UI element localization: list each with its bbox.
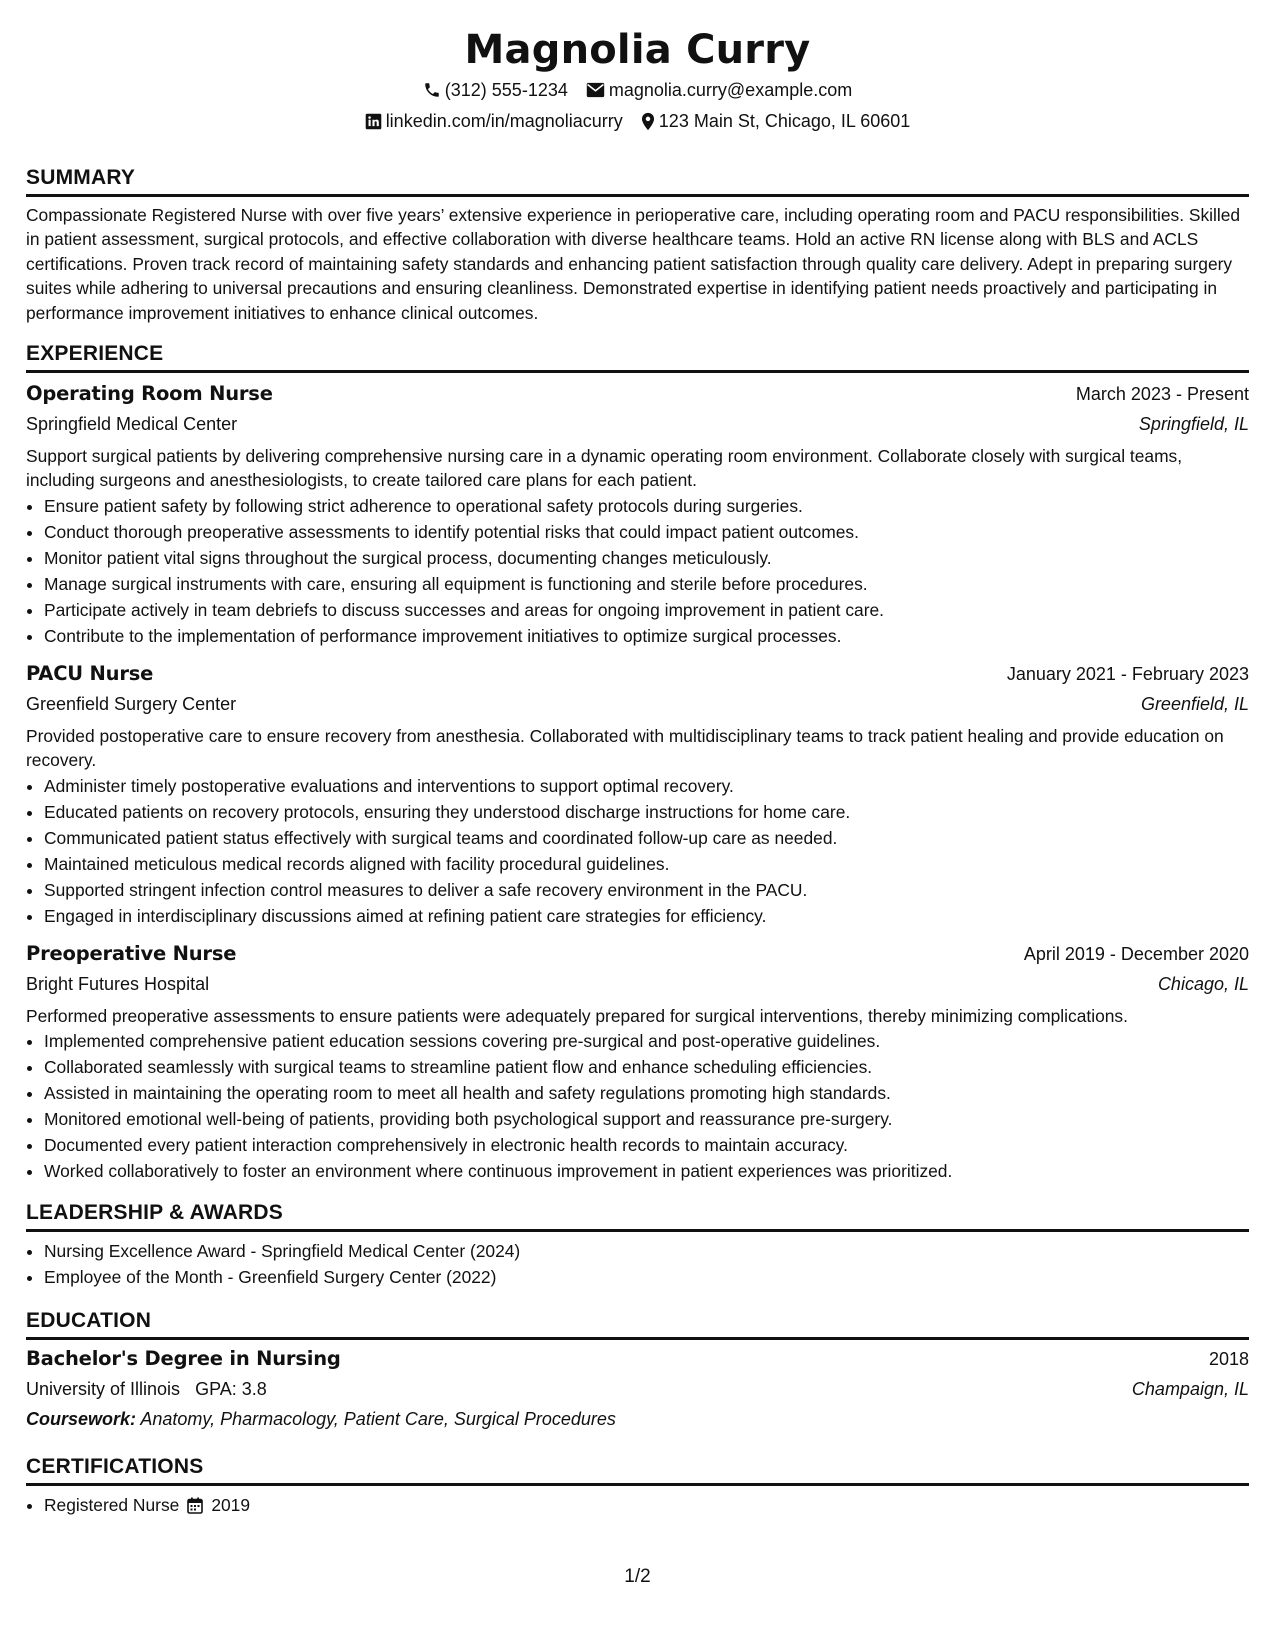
address-contact — [641, 111, 911, 131]
linkedin-icon — [365, 113, 382, 130]
linkedin-text[interactable]: linkedin.com/in/magnoliacurry — [385, 111, 623, 131]
list-item: • Collaborated seamlessly with surgical teams to streamline patient flow and enhance scheduling efficiencies. — [44, 1054, 1249, 1080]
list-item: • Conduct thorough preoperative assessments to identify potential risks that could impact patient outcomes. — [44, 519, 1249, 545]
summary-text: Compassionate Registered Nurse with over five years’ extensive experience in perioperative care, including operating room and PACU responsibilities. Skilled in patient assessment, surgical protocols, and effective collaboration with diverse healthcare teams. Hold an active RN license along with BLS and ACLS certifications. Proven track record of maintaining safety standards and enhancing patient satisfaction through quality care delivery. Adept in preparing surgery suites while adhering to universal precautions and ensuring cleanliness. Demonstrated expertise in identifying patient needs proactively and participating in performance improvement initiatives to enhance clinical outcomes. — [26, 205, 1241, 323]
envelope-icon — [586, 82, 605, 98]
leadership-heading: LEADERSHIP & AWARDS — [26, 1200, 1249, 1232]
school-name: University of Illinois — [26, 1379, 181, 1400]
job-description: Performed preoperative assessments to ensure patients were adequately prepared for surgical interventions, thereby minimizing complications. — [26, 1005, 1128, 1026]
page-number: 1/2 — [624, 1566, 651, 1587]
phone-text: (312) 555-1234 — [444, 80, 568, 100]
list-item: • Communicated patient status effectively with surgical teams and coordinated follow-up care as needed. — [44, 825, 1249, 851]
list-item: • Monitored emotional well-being of patients, providing both psychological support and reassurance pre-surgery. — [44, 1106, 1249, 1132]
job-company-row — [26, 409, 1249, 439]
calendar-icon — [187, 1497, 203, 1514]
job-location: Greenfield, IL — [1140, 693, 1249, 714]
list-item: • Worked collaboratively to foster an environment where continuous improvement in patient experiences was prioritized. — [44, 1158, 1249, 1184]
list-item: • Manage surgical instruments with care, ensuring all equipment is functioning and sterile before procedures. — [44, 571, 1249, 597]
job-company: Greenfield Surgery Center — [26, 693, 237, 714]
list-item: • Implemented comprehensive patient education sessions covering pre-surgical and post-operative guidelines. — [44, 1028, 1249, 1054]
degree-title: Bachelor's Degree in Nursing — [26, 1347, 341, 1371]
list-item: • Supported stringent infection control measures to deliver a safe recovery environment in the PACU. — [44, 877, 1249, 903]
job-entry — [26, 659, 1249, 929]
job-entry — [26, 939, 1249, 1184]
job-bullets — [26, 773, 1249, 929]
job-title: PACU Nurse — [26, 661, 154, 685]
phone-contact — [423, 80, 568, 100]
summary-heading: SUMMARY — [26, 165, 1249, 197]
school-line — [26, 1374, 267, 1404]
list-item: • Monitor patient vital signs throughout the surgical process, documenting changes meticulously. — [44, 545, 1249, 571]
job-company: Springfield Medical Center — [26, 414, 238, 435]
email-contact[interactable] — [586, 80, 852, 100]
list-item: • Employee of the Month - Greenfield Surgery Center (2022) — [44, 1264, 1249, 1290]
list-item: • Assisted in maintaining the operating room to meet all health and safety regulations promoting high standards. — [44, 1080, 1249, 1106]
cert-row — [44, 1492, 250, 1518]
education-header-row — [26, 1344, 1249, 1374]
coursework-label: Coursework: — [26, 1409, 137, 1430]
linkedin-contact[interactable] — [365, 111, 623, 131]
cert-name: • Registered Nurse — [44, 1495, 180, 1516]
job-bullets — [26, 493, 1249, 649]
job-company: Bright Futures Hospital — [26, 973, 210, 994]
education-heading: EDUCATION — [26, 1308, 1249, 1340]
contact-line-2 — [26, 111, 1249, 131]
job-description: Provided postoperative care to ensure recovery from anesthesia. Collaborated with multidisciplinary teams to track patient healing and provide education on recovery. — [26, 725, 1224, 771]
candidate-name: Magnolia Curry — [464, 27, 811, 73]
list-item: • Contribute to the implementation of performance improvement initiatives to optimize surgical processes. — [44, 623, 1249, 649]
job-header-row — [26, 939, 1249, 969]
job-location: Chicago, IL — [1157, 973, 1249, 994]
education-school-row — [26, 1374, 1249, 1404]
list-item: • Educated patients on recovery protocols, ensuring they understood discharge instructions for home care. — [44, 799, 1249, 825]
job-dates: April 2019 - December 2020 — [1023, 943, 1249, 964]
gpa: GPA: 3.8 — [195, 1379, 267, 1400]
coursework-line — [26, 1404, 1249, 1434]
job-title: Operating Room Nurse — [26, 382, 273, 406]
coursework-text: Anatomy, Pharmacology, Patient Care, Surgical Procedures — [140, 1409, 616, 1430]
job-entry — [26, 379, 1249, 649]
resume-page — [26, 0, 1249, 1518]
phone-icon — [423, 81, 441, 99]
certifications-list — [26, 1492, 1249, 1518]
list-item: • Maintained meticulous medical records aligned with facility procedural guidelines. — [44, 851, 1249, 877]
job-title: Preoperative Nurse — [26, 941, 237, 965]
list-item: • Participate actively in team debriefs to discuss successes and areas for ongoing improvement in patient care. — [44, 597, 1249, 623]
job-header-row — [26, 659, 1249, 689]
education-year: 2018 — [1208, 1349, 1249, 1370]
list-item — [44, 1492, 1249, 1518]
job-dates: March 2023 - Present — [1075, 384, 1249, 405]
experience-heading: EXPERIENCE — [26, 341, 1249, 373]
education-location: Champaign, IL — [1131, 1379, 1249, 1400]
list-item: • Documented every patient interaction comprehensively in electronic health records to maintain accuracy. — [44, 1132, 1249, 1158]
cert-year: 2019 — [211, 1495, 251, 1516]
job-header-row — [26, 379, 1249, 409]
list-item: • Ensure patient safety by following strict adherence to operational safety protocols during surgeries. — [44, 493, 1249, 519]
email-text[interactable]: magnolia.curry@example.com — [608, 80, 853, 100]
job-bullets — [26, 1028, 1249, 1184]
job-location: Springfield, IL — [1138, 414, 1249, 435]
job-dates: January 2021 - February 2023 — [1006, 663, 1249, 684]
contact-line-1 — [26, 80, 1249, 100]
leadership-list — [26, 1238, 1249, 1290]
address-text: 123 Main St, Chicago, IL 60601 — [658, 111, 911, 131]
certifications-heading: CERTIFICATIONS — [26, 1454, 1249, 1486]
list-item: • Engaged in interdisciplinary discussions aimed at refining patient care strategies for efficiency. — [44, 903, 1249, 929]
list-item: • Administer timely postoperative evaluations and interventions to support optimal recovery. — [44, 773, 1249, 799]
job-description: Support surgical patients by delivering comprehensive nursing care in a dynamic operating room environment. Collaborate closely with surgical teams, including surgeons and anesthesiologists, to create tailored care plans for each patient. — [26, 446, 1183, 491]
job-company-row — [26, 969, 1249, 999]
list-item: • Nursing Excellence Award - Springfield Medical Center (2024) — [44, 1238, 1249, 1264]
job-company-row — [26, 689, 1249, 719]
map-pin-icon — [641, 112, 655, 131]
